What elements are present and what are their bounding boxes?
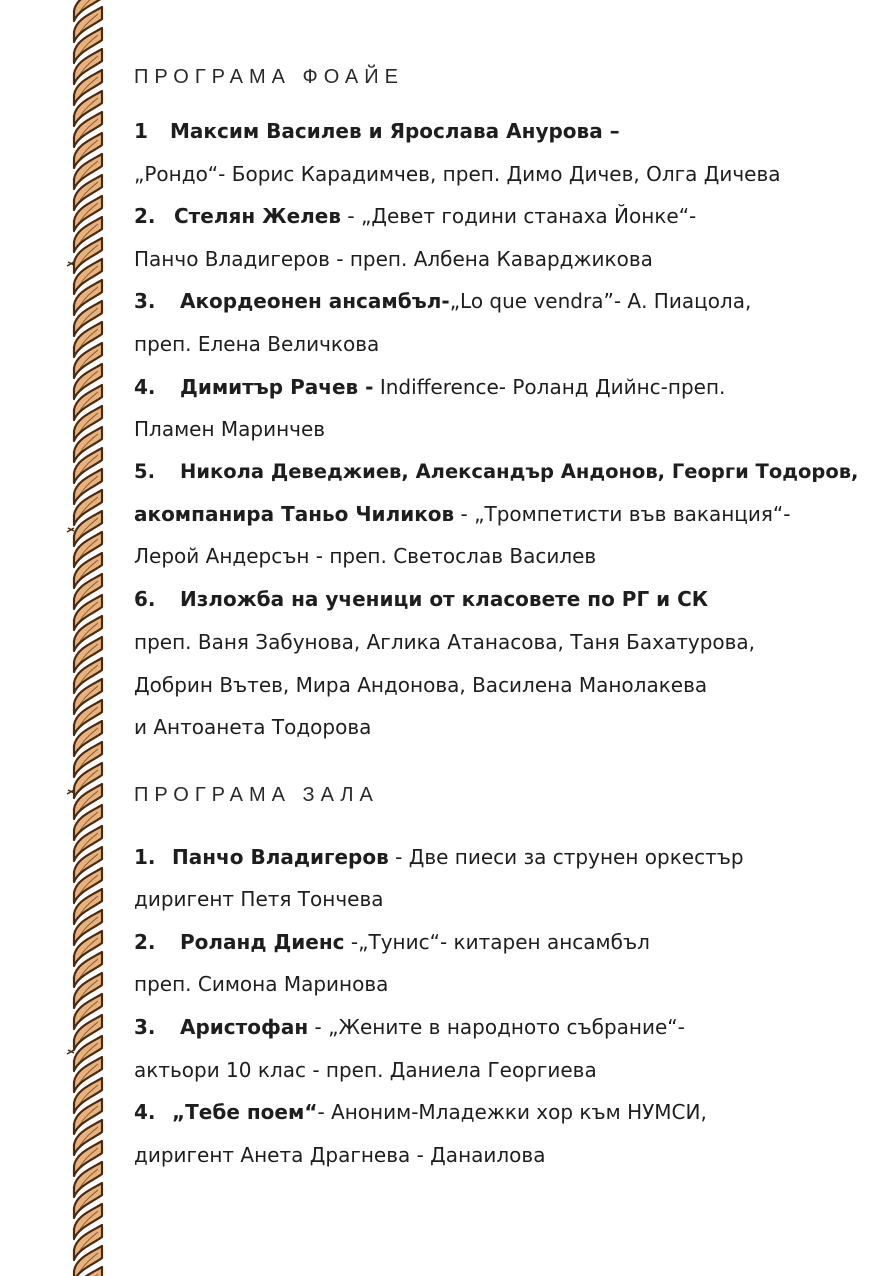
foyer-item-1-detail: „Рондо“- Борис Карадимчев, преп. Димо Дичев, Олга Дичева: [134, 162, 781, 186]
hall-item-1-detail: диригент Петя Тончева: [134, 887, 384, 911]
foyer-item-4-detail: Пламен Маринчев: [134, 417, 326, 441]
hall-item-2-detail: преп. Симона Маринова: [134, 972, 389, 996]
hall-item-1: 1. Панчо Владигеров - Две пиеси за струнен оркестър: [134, 845, 744, 869]
foyer-heading: ПРОГРАМА ФОАЙЕ: [134, 66, 404, 88]
hall-item-4: 4. „Тебе поем“- Аноним-Младежки хор към НУМСИ,: [134, 1100, 707, 1124]
foyer-item-5-accompanist: акомпанира Таньо Чиликов - „Тромпетисти във ваканция“-: [134, 502, 791, 526]
foyer-item-6-detail-3: и Антоанета Тодорова: [134, 715, 372, 739]
foyer-item-3: 3. Акордеонен ансамбъл-„Lo que vendra”- А. Пиацола,: [134, 289, 752, 313]
hall-item-3-detail: актьори 10 клас - преп. Даниела Георгиева: [134, 1058, 597, 1082]
hall-item-2: 2. Роланд Диенс -„Тунис“- китарен ансамбъл: [134, 930, 650, 954]
foyer-item-3-detail: преп. Елена Величкова: [134, 332, 380, 356]
hall-heading: ПРОГРАМА ЗАЛА: [134, 784, 379, 806]
foyer-item-4: 4. Димитър Рачев - Indifference- Роланд Дийнс-преп.: [134, 375, 726, 399]
foyer-item-6-detail-1: преп. Ваня Забунова, Аглика Атанасова, Таня Бахатурова,: [134, 630, 756, 654]
foyer-item-2-detail: Панчо Владигеров - преп. Албена Каварджикова: [134, 247, 653, 271]
hall-item-4-detail: диригент Анета Драгнева - Данаилова: [134, 1143, 546, 1167]
foyer-item-5-detail: Лерой Андерсън - преп. Светослав Василев: [134, 544, 597, 568]
hall-item-3: 3. Аристофан - „Жените в народното събрание“-: [134, 1015, 685, 1039]
foyer-item-6: 6. Изложба на ученици от класовете по РГ и СК: [134, 587, 709, 611]
foyer-item-1: 1 Максим Василев и Ярослава Анурова –: [134, 119, 620, 143]
foyer-item-5: 5. Никола Деведжиев, Александър Андонов, Георги Тодоров,: [134, 460, 859, 483]
foyer-item-6-detail-2: Добрин Вътев, Мира Андонова, Василена Манолакева: [134, 673, 708, 697]
foyer-item-2: 2. Стелян Желев - „Девет години станаха Йонке“-: [134, 204, 697, 228]
